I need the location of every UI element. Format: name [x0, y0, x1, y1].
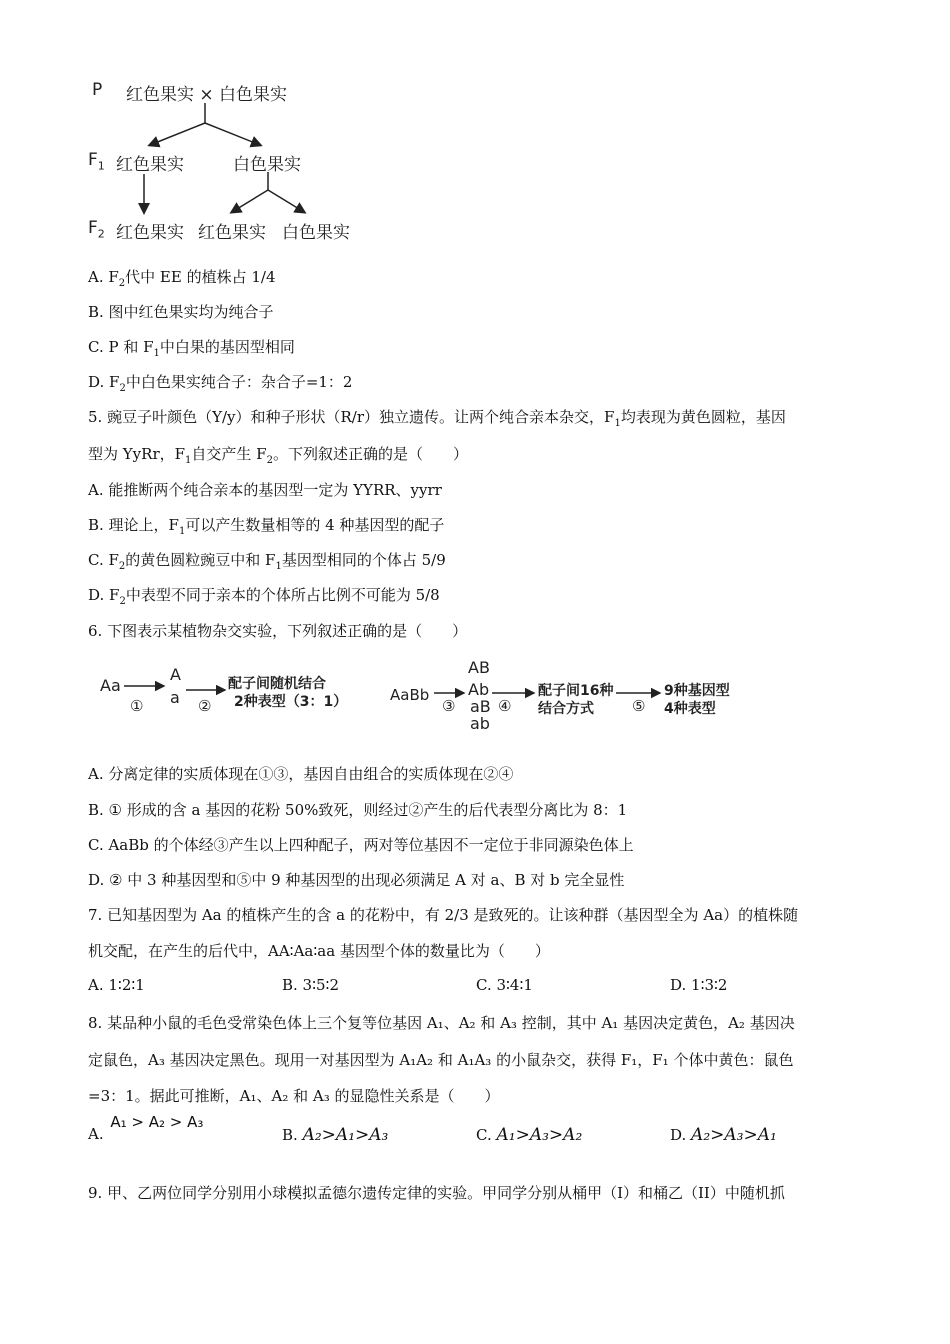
f1-white: 白色果实 — [233, 155, 301, 175]
circle-5: ⑤ — [632, 697, 646, 715]
aabb-parent: AaBb — [390, 686, 430, 704]
q5-option-d: D. $F_2$中表型不同于亲本的个体所占比例不可能为 5/8 — [88, 586, 440, 607]
q7-stem-line-1: 7. 已知基因型为 Aa 的植株产生的含 a 的花粉中，有 2/3 是致死的。让该种群（基因型全为 Aa）的植株随 — [88, 906, 799, 924]
random-union-label: 配子间随机结合 — [228, 676, 326, 692]
q5-stem-line-2: 型为 YyRr，$F_1$自交产生 $F_2$。下列叙述正确的是（ ） — [88, 445, 468, 466]
q4-option-b: B. 图中红色果实均为纯合子 — [88, 303, 274, 321]
f2-red-2: 红色果实 — [198, 223, 266, 243]
q8-stem-line-2: 定鼠色，A₃ 基因决定黑色。现用一对基因型为 A₁A₂ 和 A₁A₃ 的小鼠杂交，获得 F₁，F₁ 个体中黄色：鼠色 — [88, 1051, 794, 1069]
circle-2: ② — [198, 697, 212, 715]
q4-option-a: A. $F_2$代中 EE 的植株占 1/4 — [88, 268, 276, 289]
f2-white: 白色果实 — [282, 223, 350, 243]
f1-red: 红色果实 — [116, 155, 184, 175]
q4-option-d: D. $F_2$中白色果实纯合子：杂合子=1：2 — [88, 373, 353, 394]
q8-option-b: B. A₂>A₁>A₃ — [282, 1125, 389, 1145]
q7-option-c: C. 3∶4∶1 — [476, 976, 533, 994]
f2-red-1: 红色果实 — [116, 223, 184, 243]
four-phenotypes-label: 4种表型 — [664, 701, 716, 717]
q7-option-b: B. 3∶5∶2 — [282, 976, 339, 994]
q5-option-a: A. 能推断两个纯合亲本的基因型一定为 YYRR、yyrr — [88, 481, 442, 499]
gamete-ab: ab — [470, 714, 490, 733]
q7-option-a: A. 1∶2∶1 — [88, 976, 145, 994]
q4-option-c: C. P 和 $F_1$中白果的基因型相同 — [88, 338, 295, 359]
gamete-AB: AB — [468, 658, 490, 677]
q5-option-c: C. $F_2$的黄色圆粒豌豆中和 $F_1$基因型相同的个体占 5/9 — [88, 551, 446, 572]
two-phenotypes-label: 2种表型（3：1） — [234, 694, 348, 710]
q6-option-c: C. AaBb 的个体经③产生以上四种配子，两对等位基因不一定位于非同源染色体上 — [88, 836, 634, 854]
q5-option-b: B. 理论上，$F_1$可以产生数量相等的 4 种基因型的配子 — [88, 516, 445, 537]
gamete-a: a — [170, 688, 180, 707]
q6-option-d: D. ② 中 3 种基因型和⑤中 9 种基因型的出现必须满足 A 对 a、B 对 b 完全显性 — [88, 871, 625, 889]
q5-stem-line-1: 5. 豌豆子叶颜色（Y/y）和种子形状（R/r）独立遗传。让两个纯合亲本杂交，$F_1$均表现为黄色圆粒，基因 — [88, 408, 786, 429]
q6-option-a: A. 分离定律的实质体现在①③，基因自由组合的实质体现在②④ — [88, 765, 514, 783]
nine-genotypes-label: 9种基因型 — [664, 683, 730, 699]
q8-option-d: D. A₂>A₃>A₁ — [670, 1125, 777, 1145]
circle-3: ③ — [442, 697, 456, 715]
q8-stem-line-3: =3：1。据此可推断，A₁、A₂ 和 A₃ 的显隐性关系是（ ） — [88, 1087, 500, 1105]
circle-4: ④ — [498, 697, 512, 715]
q9-stem-line-1: 9. 甲、乙两位同学分别用小球模拟孟德尔遗传定律的实验。甲同学分别从桶甲（I）和桶乙（II）中随机抓 — [88, 1184, 785, 1202]
circle-1: ① — [130, 697, 144, 715]
q8-stem-line-1: 8. 某品种小鼠的毛色受常染色体上三个复等位基因 A₁、A₂ 和 A₃ 控制，其中 A₁ 基因决定黄色，A₂ 基因决 — [88, 1014, 795, 1032]
sixteen-combos-label: 配子间16种 — [538, 683, 614, 699]
q8-option-c: C. A₁>A₃>A₂ — [476, 1125, 583, 1145]
q6-option-b: B. ① 形成的含 a 基因的花粉 50%致死，则经过②产生的后代表型分离比为 8：1 — [88, 801, 628, 819]
p-label: P — [92, 80, 103, 100]
gamete-aB: aB — [470, 697, 491, 716]
f2-label: $F_2$ — [88, 218, 105, 241]
combination-label: 结合方式 — [538, 701, 594, 717]
q8-option-a: A. A₁ > A₂ > A₃ — [88, 1113, 204, 1143]
q7-option-d: D. 1∶3∶2 — [670, 976, 728, 994]
gamete-A: A — [170, 665, 181, 684]
q6-stem: 6. 下图表示某植物杂交实验，下列叙述正确的是（ ） — [88, 622, 468, 640]
aa-parent: Aa — [100, 676, 121, 695]
f1-label: $F_1$ — [88, 150, 105, 173]
q7-stem-line-2: 机交配，在产生的后代中，AA∶Aa∶aa 基因型个体的数量比为（ ） — [88, 942, 550, 960]
p-cross: 红色果实 × 白色果实 — [126, 85, 288, 105]
gamete-Ab: Ab — [468, 680, 490, 699]
